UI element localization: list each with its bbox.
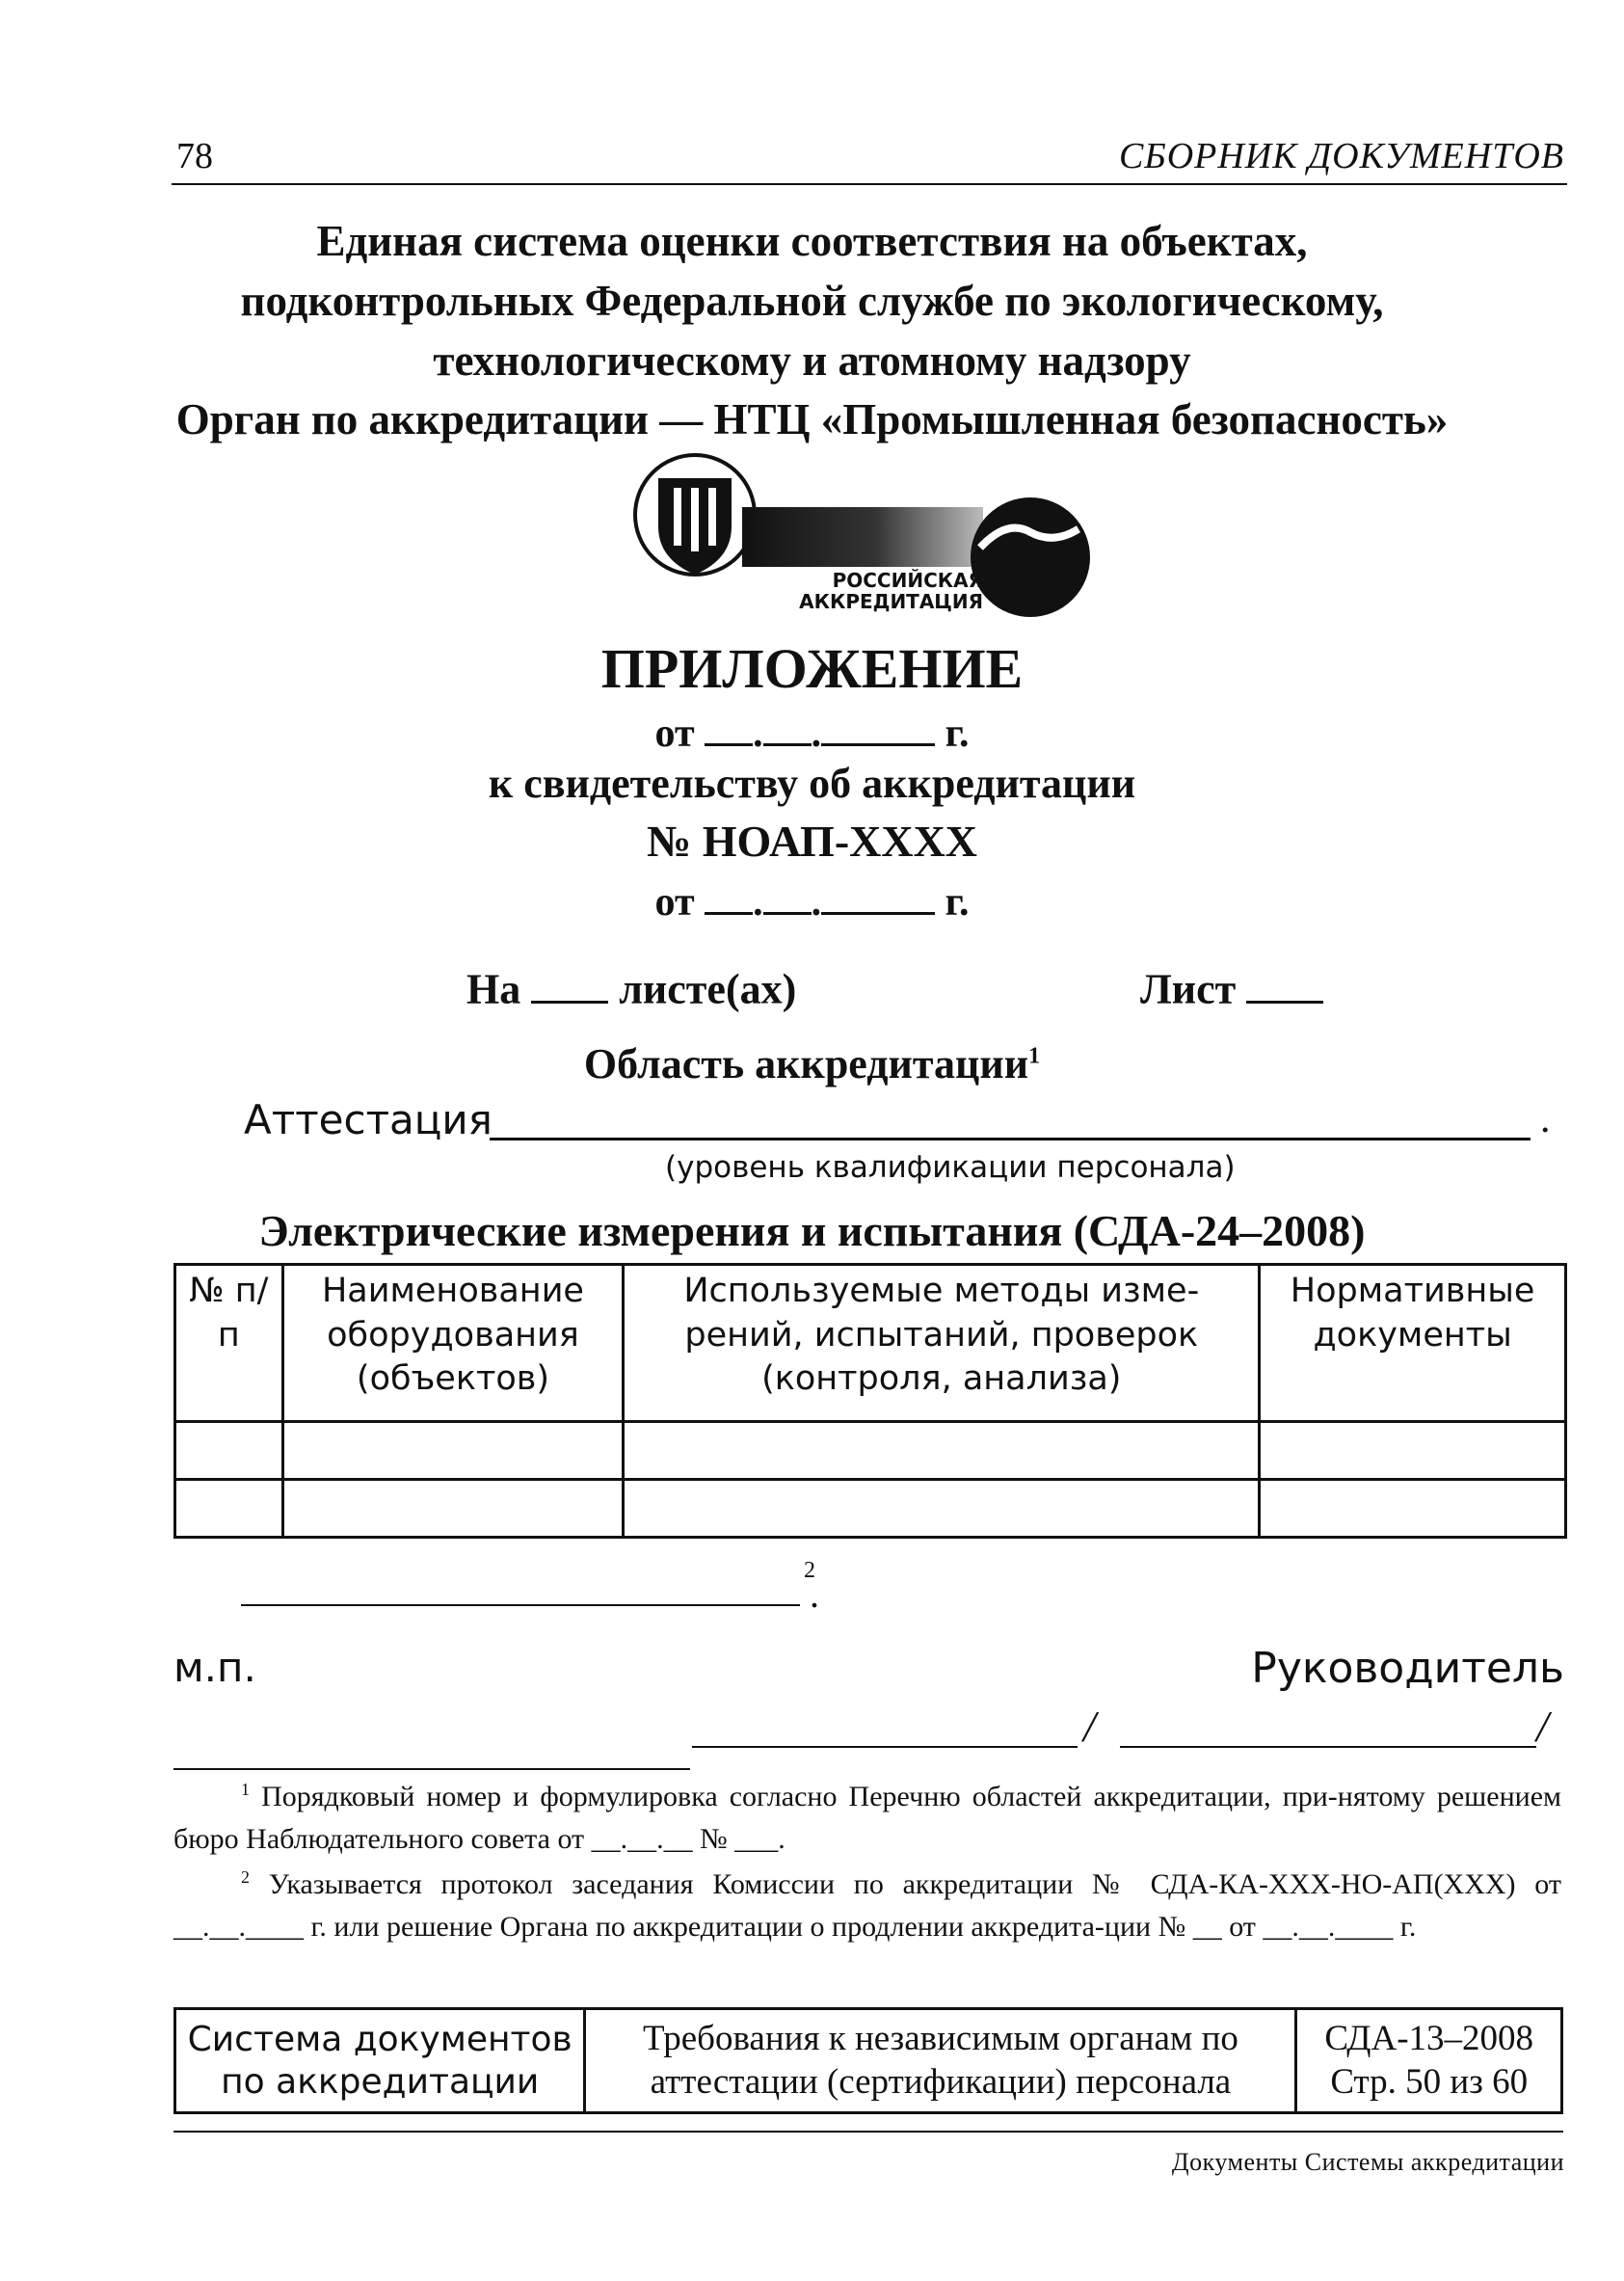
stamp-label: м.п. (173, 1644, 256, 1691)
footnote-2-text: Указывается протокол заседания Комиссии по аккредитации № СДА-КА-ХХХ-НО-АП(ХХХ) от __.__.____ г. или решение Органа по аккредитации о продлении аккредита-ции № __ от __.__.____ г. (173, 1868, 1562, 1943)
table-header-documents: Нормативные документы (1260, 1265, 1566, 1422)
sheets-count-blank (531, 962, 608, 1004)
accreditation-logo (631, 451, 1100, 617)
footnote-1 (173, 1776, 1561, 1860)
footer-rule (173, 2131, 1563, 2133)
footer-system-docs: Система документов по аккредитации (175, 2009, 585, 2113)
table-row (175, 1422, 1566, 1480)
table-cell (624, 1422, 1260, 1480)
appendix-date-prefix: от (654, 711, 695, 756)
protocol-blank (241, 1604, 800, 1606)
footer-table-row (175, 2009, 1562, 2113)
appendix-to-certificate: к свидетельству об аккредитации (488, 760, 1136, 807)
footer-caption: Документы Системы аккредитации (1171, 2148, 1564, 2176)
head-name-blank (1120, 1746, 1536, 1748)
sheets-on-label: На (466, 965, 521, 1013)
scope-heading (0, 1039, 1624, 1088)
logo-text-line2: АККРЕДИТАЦИЯ (799, 590, 983, 613)
sheet-number-blank (1246, 962, 1323, 1004)
scope-table (173, 1263, 1567, 1539)
page-number: 78 (176, 136, 213, 176)
sheet-label: Лист (1140, 965, 1237, 1013)
table-cell (1260, 1422, 1566, 1480)
table-header-methods: Используемые методы изме-рений, испытаний, проверок (контроля, анализа) (624, 1265, 1260, 1422)
table-cell (282, 1422, 624, 1480)
attestation-period: . (1540, 1097, 1551, 1141)
table-cell (175, 1480, 283, 1538)
footnote-2 (173, 1864, 1561, 1947)
appendix-heading: ПРИЛОЖЕНИЕ (600, 637, 1024, 700)
date-day-blank (705, 707, 753, 746)
footnote-1-mark: 1 (241, 1780, 250, 1799)
protocol-period: . (810, 1572, 819, 1616)
footer-doc-info (1296, 2009, 1562, 2113)
header-rule (172, 183, 1567, 185)
table-cell (1260, 1480, 1566, 1538)
head-slash-2: / (1536, 1702, 1549, 1751)
head-signature-blank (692, 1746, 1078, 1748)
footer-requirements: Требования к независимым органам по аттестации (сертификации) персонала (585, 2009, 1296, 2113)
running-title: СБОРНИК ДОКУМЕНТОВ (1118, 136, 1564, 176)
head-label: Руководитель (1251, 1644, 1564, 1693)
certificate-date: от . . г. (0, 875, 1624, 926)
certificate-number: № НОАП-ХХХХ (646, 817, 978, 866)
date2-year-blank (821, 875, 935, 915)
appendix-date-suffix: г. (945, 711, 970, 756)
sheets-count-line (466, 962, 796, 1014)
table-row (175, 1480, 1566, 1538)
attestation-blank (490, 1138, 1531, 1140)
attestation-caption: (уровень квалификации персонала) (665, 1150, 1236, 1185)
table-header-number: № п/п (175, 1265, 283, 1422)
table-cell (282, 1480, 624, 1538)
logo-text-line1: РОССИЙСКАЯ (832, 569, 983, 592)
sheet-number-line (1140, 962, 1323, 1014)
document-footer-table (173, 2007, 1563, 2114)
scope-heading-text: Область аккредитации (583, 1040, 1029, 1087)
title-line-1: Единая система оценки соответствия на объектах, (316, 217, 1308, 265)
appendix-date: от . . г. (0, 707, 1624, 757)
table-cell (175, 1422, 283, 1480)
section-title: Электрические измерения и испытания (СДА-24–2008) (258, 1206, 1366, 1255)
certificate-date-suffix: г. (945, 879, 970, 925)
table-cell (624, 1480, 1260, 1538)
footnote-rule (173, 1768, 690, 1770)
head-slash-1: / (1083, 1702, 1096, 1751)
title-line-4: Орган по аккредитации — НТЦ «Промышленная безопасность» (175, 395, 1449, 443)
footnote-2-mark: 2 (241, 1867, 250, 1887)
scope-footnote-mark: 1 (1028, 1043, 1041, 1069)
date2-day-blank (705, 875, 753, 915)
date2-month-blank (763, 875, 812, 915)
footnote-1-text: Порядковый номер и формулировка согласно Перечню областей аккредитации, при-нятому решением бюро Наблюдательного совета от __.__.__ № ___. (173, 1781, 1562, 1855)
title-line-3: технологическому и атомному надзору (433, 336, 1191, 385)
table-header-equipment: Наименование оборудования (объектов) (282, 1265, 624, 1422)
date-month-blank (763, 707, 812, 746)
title-line-2: подконтрольных Федеральной службе по экологическому, (240, 277, 1384, 325)
scope-table-header-row (175, 1265, 1566, 1422)
protocol-footnote-mark: 2 (804, 1558, 815, 1583)
certificate-date-prefix: от (654, 879, 695, 925)
footer-doc-code: СДА-13–2008 (1324, 2019, 1534, 2059)
sheets-label: листе(ах) (619, 965, 797, 1013)
date-year-blank (821, 707, 935, 746)
attestation-label: Аттестация (244, 1096, 493, 1143)
footer-page-info: Стр. 50 из 60 (1330, 2061, 1529, 2102)
